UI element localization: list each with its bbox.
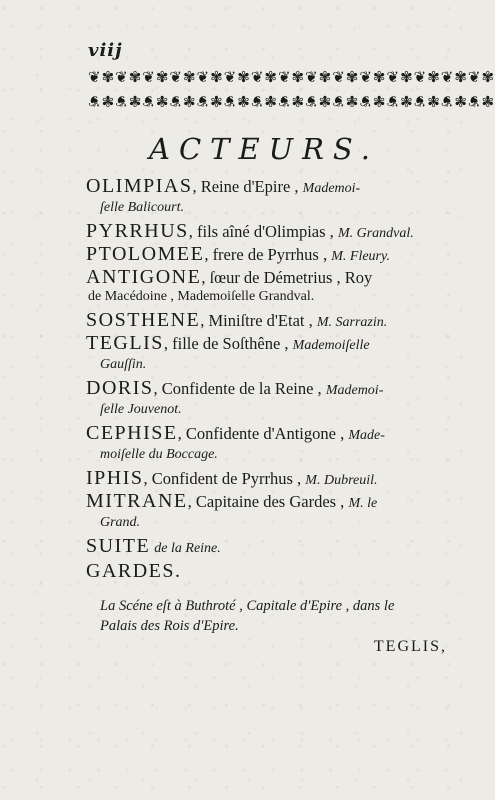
character-role: , ſœur de Démetrius , Roy	[201, 268, 373, 287]
character-role: , Confident de Pyrrhus ,	[143, 469, 302, 488]
cast-entry-sosthene	[86, 310, 448, 333]
actor-name: Mademoiſelle	[292, 338, 370, 353]
actor-name: M. le	[348, 496, 378, 511]
cast-entry-cephise	[86, 423, 448, 464]
character-name: IPHIS	[86, 467, 144, 489]
cast-entry-doris	[86, 378, 448, 419]
cast-list	[86, 176, 448, 582]
character-name: SOSTHENE	[86, 309, 201, 331]
ornament-band-bottom: ❦✾❦✾❦✾❦✾❦✾❦✾❦✾❦✾❦✾❦✾❦✾❦✾❦✾❦✾❦✾	[88, 92, 495, 110]
character-role: , Miniſtre d'Etat ,	[200, 311, 313, 330]
scene-setting	[100, 596, 448, 636]
character-name: MITRANE	[86, 490, 188, 512]
character-role: , fille de Soſthêne ,	[163, 334, 289, 353]
actor-name: M. Grandval.	[337, 226, 414, 241]
cast-entry-olimpias	[86, 176, 448, 217]
actor-name: M. Fleury.	[331, 249, 390, 264]
cast-entry-mitrane	[86, 491, 448, 532]
actor-name: Made-	[348, 428, 385, 443]
character-name: PYRRHUS	[86, 220, 189, 242]
character-role: , frere de Pyrrhus ,	[204, 245, 328, 264]
character-role: , Reine d'Epire ,	[192, 177, 299, 196]
scene-line-1: La Scéne eſt à Buthroté , Capitale d'Epire , dans le	[100, 598, 395, 614]
actor-name: Mademoi-	[302, 181, 361, 196]
actor-name-continued: moiſelle du Boccage.	[100, 447, 218, 462]
scene-line-2: Palais des Rois d'Epire.	[100, 618, 239, 634]
cast-entry-pyrrhus	[86, 221, 448, 244]
character-name: PTOLOMEE	[86, 243, 205, 265]
suite-description: de la Reine.	[154, 541, 221, 556]
character-name: DORIS	[86, 377, 154, 399]
actor-name-continued: Grand.	[100, 515, 141, 530]
role-continued: de Macédoine , Mademoiſelle Grandval.	[88, 289, 315, 304]
character-name: GARDES.	[86, 560, 182, 582]
actor-name-continued: Gauſſin.	[100, 357, 147, 372]
actor-name-continued: ſelle Balicourt.	[100, 200, 184, 215]
character-name: TEGLIS	[86, 332, 164, 354]
actor-name-continued: ſelle Jouvenot.	[100, 402, 182, 417]
cast-entry-suite	[86, 536, 448, 559]
cast-entry-ptolomee	[86, 244, 448, 267]
cast-entry-teglis	[86, 333, 448, 374]
character-name: CEPHISE	[86, 422, 178, 444]
actor-name: M. Sarrazin.	[316, 315, 388, 330]
page-title: ACTEURS.	[149, 132, 379, 166]
character-role: , Confidente d'Antigone ,	[177, 424, 345, 443]
character-name: ANTIGONE	[86, 266, 202, 288]
cast-entry-iphis	[86, 468, 448, 491]
character-role: , Capitaine des Gardes ,	[187, 492, 345, 511]
cast-entry-antigone	[86, 267, 448, 306]
ornament-band-top: ❦✾❦✾❦✾❦✾❦✾❦✾❦✾❦✾❦✾❦✾❦✾❦✾❦✾❦✾❦✾	[88, 68, 495, 86]
actor-name: M. Dubreuil.	[305, 473, 378, 488]
character-role: , fils aîné d'Olimpias ,	[188, 222, 334, 241]
cast-entry-gardes	[86, 561, 448, 582]
page-number: viij	[88, 40, 123, 61]
actor-name: Mademoi-	[325, 383, 384, 398]
character-name: OLIMPIAS	[86, 175, 193, 197]
catchword: TEGLIS,	[373, 638, 447, 655]
character-role: , Confidente de la Reine ,	[153, 379, 322, 398]
character-name: SUITE	[86, 535, 151, 557]
